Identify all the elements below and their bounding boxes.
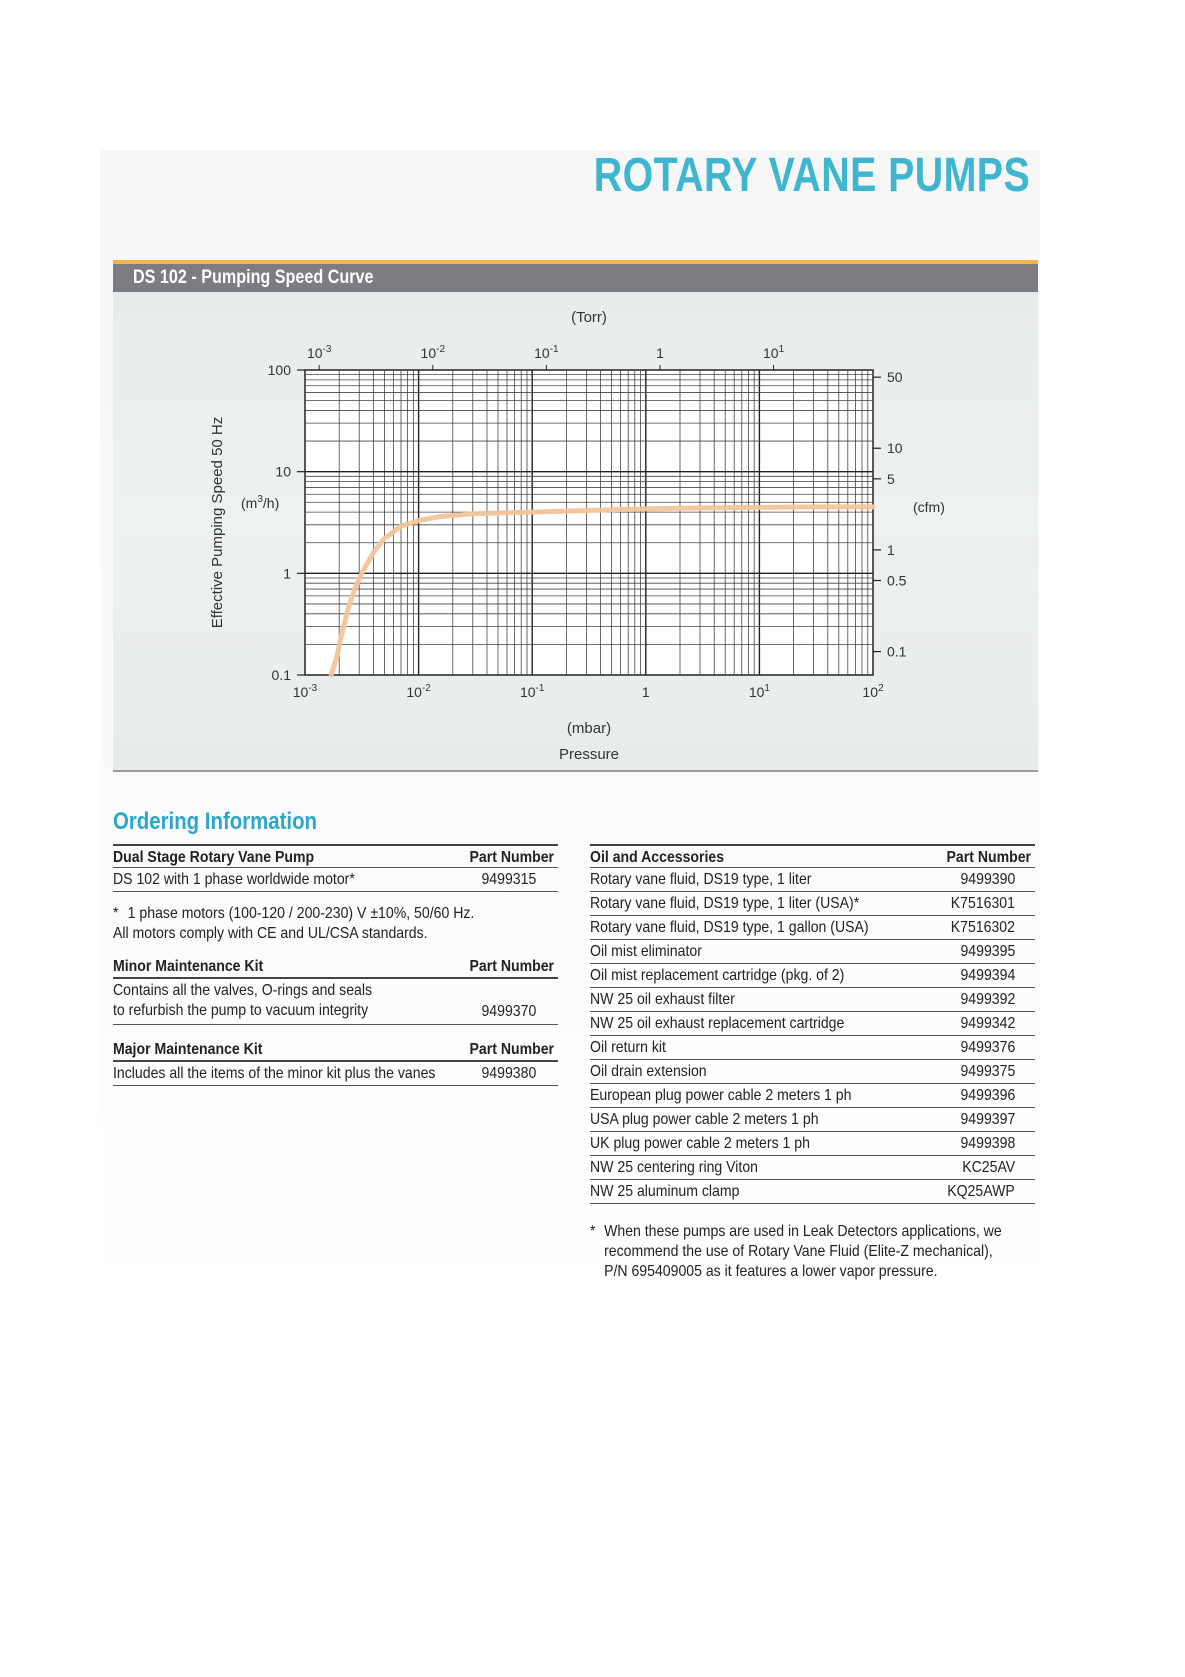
major-kit-label: Major Maintenance Kit [113,1041,263,1058]
table-row [590,940,1035,964]
accessories-note-line1: When these pumps are used in Leak Detectors applications, we [604,1223,1002,1240]
accessories-note-line3: P/N 695409005 as it features a lower vapor pressure. [604,1263,938,1280]
x-unit-top: (Torr) [571,309,607,326]
x-tick-label-bottom: 1 [641,684,650,700]
accessory-part-number: 9499397 [960,1111,1015,1128]
plot-area [305,370,873,675]
pump-note-line1: 1 phase motors (100-120 / 200-230) V ±10%, 50/60 Hz. [127,905,475,922]
y-tick-label-left: 100 [267,362,291,378]
pump-description: DS 102 with 1 phase worldwide motor* [113,871,355,888]
accessory-part-number: 9499398 [960,1135,1015,1152]
accessory-description: Oil return kit [590,1039,666,1056]
y-tick-label-right: 50 [887,369,903,386]
accessories-table-header [590,844,1035,868]
table-row [590,988,1035,1012]
x-tick-label-top: 1 [656,345,664,361]
pump-part-number: 9499315 [481,871,536,888]
major-kit-part-number: 9499380 [481,1065,536,1082]
page-title: ROTARY VANE PUMPS [593,149,1030,202]
x-tick-label-top: $10^{-2}$ [420,344,446,361]
chart-heading: DS 102 - Pumping Speed Curve [133,267,374,288]
footnote-star: * [590,1223,596,1240]
accessories-footnote [590,1222,1002,1282]
x-tick-label-bottom: $10^{-2}$ [406,683,431,700]
accessory-part-number: KC25AV [962,1159,1015,1176]
accessory-description: NW 25 oil exhaust filter [590,991,735,1008]
minor-kit-label: Minor Maintenance Kit [113,958,264,975]
accessory-description: Rotary vane fluid, DS19 type, 1 liter (USA)* [590,895,860,912]
x-unit-bottom: (mbar) [566,720,612,737]
accessory-part-number: K7516301 [950,895,1015,912]
accessory-description: Rotary vane fluid, DS19 type, 1 liter [590,871,812,888]
table-row [113,1062,558,1086]
x-tick-label-bottom: $10^1$ [748,683,770,700]
accessory-description: Oil mist replacement cartridge (pkg. of 2) [590,967,845,984]
accessories-header-label: Oil and Accessories [590,849,725,866]
accessory-description: Rotary vane fluid, DS19 type, 1 gallon (USA) [590,919,869,936]
x-tick-label-bottom: $10^{-3}$ [292,683,318,700]
minor-kit-desc-line1: Contains all the valves, O-rings and seals [113,982,373,999]
table-row [590,1012,1035,1036]
accessory-part-number: 9499376 [960,1039,1015,1056]
table-row [590,1108,1035,1132]
x-tick-label-top: $10^{-1}$ [534,344,559,361]
accessory-part-number: 9499396 [960,1087,1015,1104]
accessories-table [590,844,1035,1204]
y-axis-label: Effective Pumping Speed 50 Hz [209,416,226,629]
x-tick-label-top: $10^1$ [763,344,785,361]
major-kit-part-number-header: Part Number [469,1041,554,1058]
table-row [590,1036,1035,1060]
table-row [113,868,558,892]
pump-part-number-header: Part Number [469,849,554,866]
accessory-description: NW 25 centering ring Viton [590,1159,759,1176]
minor-kit-part-number-header: Part Number [469,958,554,975]
accessory-part-number: 9499375 [960,1063,1015,1080]
y-tick-label-left: 0.1 [271,667,291,683]
x-axis-label: Pressure [558,746,620,762]
pump-motor-note [113,904,474,944]
accessory-part-number: 9499395 [960,943,1015,960]
accessory-description: NW 25 aluminum clamp [590,1183,740,1200]
accessory-part-number: 9499392 [960,991,1015,1008]
accessory-part-number: 9499342 [960,1015,1015,1032]
y-unit-left: $(m^3/h)$ [241,494,280,511]
table-row [590,1180,1035,1204]
y-tick-label-left: 10 [275,463,291,480]
pump-header-label: Dual Stage Rotary Vane Pump [113,849,315,866]
accessory-part-number: 9499394 [960,967,1015,984]
accessory-description: NW 25 oil exhaust replacement cartridge [590,1015,845,1032]
table-row [590,916,1035,940]
chart-header-bar [113,260,1038,292]
table-row [590,1132,1035,1156]
accessories-part-number-header: Part Number [946,849,1031,866]
accessory-part-number: K7516302 [950,919,1015,936]
x-tick-label-bottom: $10^2$ [862,683,884,700]
pump-note-line2: All motors comply with CE and UL/CSA standards. [113,925,428,942]
accessory-description: Oil mist eliminator [590,943,702,960]
y-tick-label-right: 1 [887,541,895,558]
table-row [590,892,1035,916]
pump-table-header [113,844,558,868]
accessory-description: USA plug power cable 2 meters 1 ph [590,1111,819,1128]
table-row [113,979,558,1025]
minor-kit-part-number: 9499370 [481,1003,536,1020]
table-row [590,964,1035,988]
y-tick-label-right: 5 [887,470,895,487]
minor-kit-header [113,955,558,979]
y-unit-right: (cfm) [913,499,945,515]
accessory-description: Oil drain extension [590,1063,707,1080]
accessory-description: European plug power cable 2 meters 1 ph [590,1087,852,1104]
accessory-part-number: 9499390 [960,871,1015,888]
ordering-heading: Ordering Information [113,808,317,835]
accessory-description: UK plug power cable 2 meters 1 ph [590,1135,810,1152]
x-tick-label-bottom: $10^{-1}$ [519,683,545,700]
y-tick-label-right: 0.5 [887,572,907,589]
footnote-star: * [113,905,119,922]
y-tick-label-right: 10 [887,440,903,457]
major-kit-header [113,1038,558,1062]
pump-table [113,844,558,892]
table-row [590,1084,1035,1108]
minor-kit-desc-line2: to refurbish the pump to vacuum integrity [113,1002,369,1019]
accessory-part-number: KQ25AWP [947,1183,1015,1200]
accessories-note-line2: recommend the use of Rotary Vane Fluid (Elite-Z mechanical), [604,1243,993,1260]
y-tick-label-right: 0.1 [887,643,907,660]
x-tick-label-top: $10^{-3}$ [306,344,332,361]
pumping-speed-chart [113,292,1038,762]
table-row [590,868,1035,892]
table-row [590,1060,1035,1084]
table-row [590,1156,1035,1180]
major-kit-table [113,1038,558,1086]
y-tick-label-left: 1 [283,565,291,582]
major-kit-description: Includes all the items of the minor kit plus the vanes [113,1065,436,1082]
minor-kit-table [113,955,558,1025]
